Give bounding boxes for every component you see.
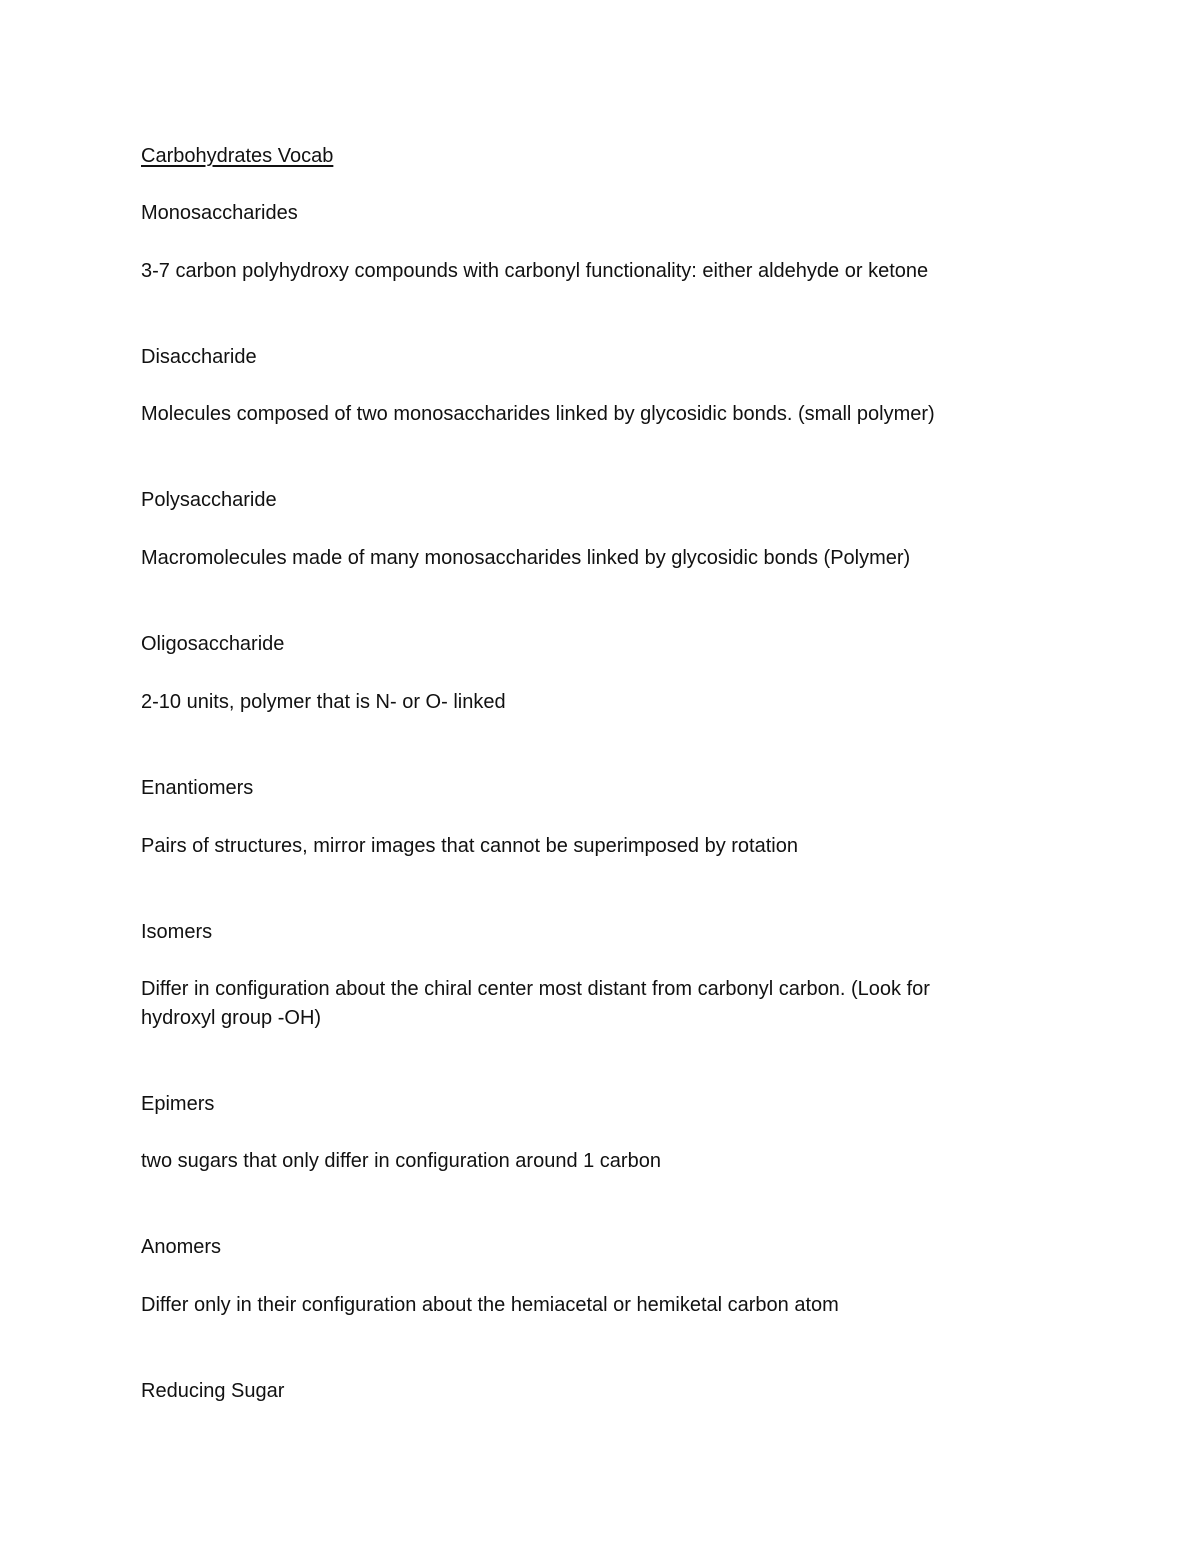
term-anomers: Anomers <box>141 1236 222 1258</box>
term-oligosaccharide: Oligosaccharide <box>141 633 285 655</box>
definition-oligosaccharide: 2-10 units, polymer that is N- or O- linked <box>141 691 506 713</box>
term-reducing-sugar: Reducing Sugar <box>141 1380 285 1402</box>
page-title: Carbohydrates Vocab <box>141 145 334 167</box>
term-monosaccharides: Monosaccharides <box>141 202 298 224</box>
term-isomers: Isomers <box>141 921 213 943</box>
term-polysaccharide: Polysaccharide <box>141 489 277 511</box>
term-epimers: Epimers <box>141 1093 215 1115</box>
definition-isomers-line-1: Differ in configuration about the chiral center most distant from carbonyl carbon. (Look for <box>141 978 930 1000</box>
definition-enantiomers: Pairs of structures, mirror images that cannot be superimposed by rotation <box>141 835 798 857</box>
definition-disaccharide: Molecules composed of two monosaccharides linked by glycosidic bonds. (small polymer) <box>141 403 935 425</box>
term-enantiomers: Enantiomers <box>141 777 254 799</box>
definition-anomers: Differ only in their configuration about the hemiacetal or hemiketal carbon atom <box>141 1294 839 1316</box>
definition-isomers-line-2: hydroxyl group -OH) <box>141 1007 322 1029</box>
definition-polysaccharide: Macromolecules made of many monosaccharides linked by glycosidic bonds (Polymer) <box>141 547 911 569</box>
definition-epimers: two sugars that only differ in configuration around 1 carbon <box>141 1150 661 1172</box>
term-disaccharide: Disaccharide <box>141 346 257 368</box>
definition-monosaccharides: 3-7 carbon polyhydroxy compounds with carbonyl functionality: either aldehyde or ketone <box>141 260 929 282</box>
